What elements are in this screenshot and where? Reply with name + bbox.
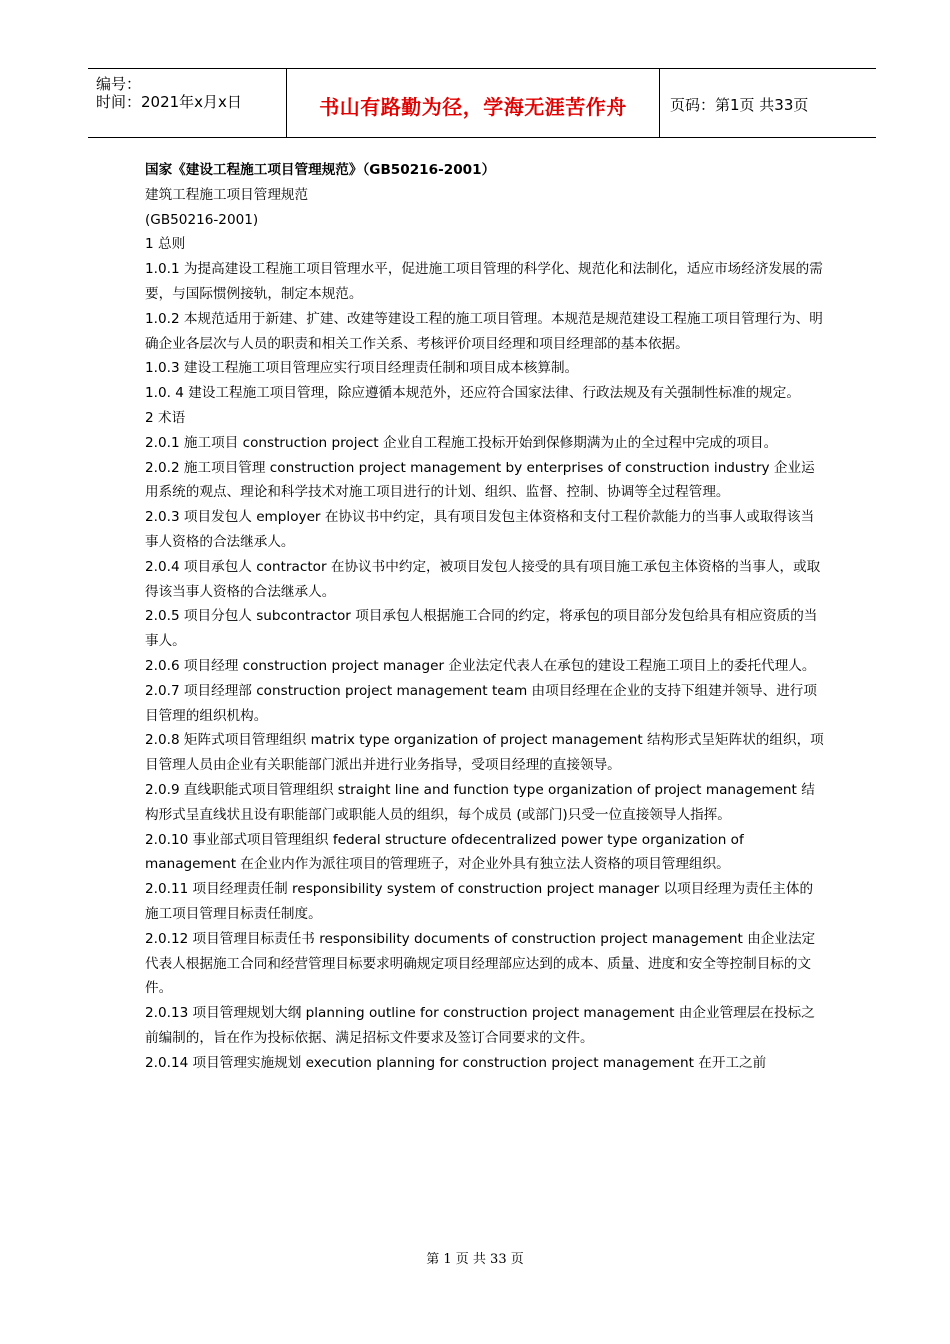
number-label: 编号： — [96, 75, 142, 93]
document-header — [88, 68, 876, 138]
page-footer: 第 1 页 共 33 页 — [426, 1252, 524, 1267]
paragraph: 2.0.8 矩阵式项目管理组织 matrix type organization of project management 结构形式呈矩阵状的组织，项目管理人员由企业有关职能部门派出并进行业务指导，受项目经理的直接领导。 — [145, 732, 824, 774]
paragraph: 2.0.10 事业部式项目管理组织 federal structure ofdecentralized power type organization of management 在企业内作为派往项目的管理班子，对企业外具有独立法人资格的项目管理组织。 — [145, 831, 744, 873]
paragraph: 1.0.3 建设工程施工项目管理应实行项目经理责任制和项目成本核算制。 — [145, 360, 579, 377]
motto-text: 书山有路勤为径，学海无涯苦作舟 — [319, 95, 627, 119]
paragraph: 2.0.3 项目发包人 employer 在协议书中约定，具有项目发包主体资格和支付工程价款能力的当事人或取得该当事人资格的合法继承人。 — [145, 509, 815, 550]
paragraph: 2.0.6 项目经理 construction project manager 企业法定代表人在承包的建设工程施工项目上的委托代理人。 — [145, 657, 816, 674]
section-heading: 2 术语 — [145, 409, 186, 426]
paragraph: 1.0.2 本规范适用于新建、扩建、改建等建设工程的施工项目管理。本规范是规范建设工程施工项目管理行为、明确企业各层次与人员的职责和相关工作关系、考核评价项目经理和项目经理部的基本依据。 — [145, 310, 823, 352]
paragraph: 2.0.13 项目管理规划大纲 planning outline for construction project management 由企业管理层在投标之前编制的，旨在作为投标依据、满足招标文件要求及签订合同要求的文件。 — [145, 1005, 815, 1046]
header-page-cell — [660, 69, 876, 137]
document-title: 国家《建设工程施工项目管理规范》（GB50216-2001） — [145, 162, 496, 178]
paragraph: 2.0.12 项目管理目标责任书 responsibility documents of construction project management 由企业法定代表人根据施工合同和经营管理目标要求明确规定项目经理部应达到的成本、质量、进度和安全等控制目标的文件。 — [145, 930, 816, 997]
header-motto-cell — [287, 69, 660, 137]
paragraph: 2.0.7 项目经理部 construction project management team 由项目经理在企业的支持下组建并领导、进行项目管理的组织机构。 — [145, 682, 817, 724]
paragraph: 1.0.1 为提高建设工程施工项目管理水平，促进施工项目管理的科学化、规范化和法制化，适应市场经济发展的需要，与国际惯例接轨，制定本规范。 — [145, 261, 823, 302]
time-label: 时间：2021年x月x日 — [96, 93, 242, 111]
paragraph: 2.0.14 项目管理实施规划 execution planning for construction project management 在开工之前 — [145, 1054, 767, 1071]
paragraph: 2.0.2 施工项目管理 construction project management by enterprises of construction industry 企业运用系统的观点、理论和科学技术对施工项目进行的计划、组织、监督、控制、协调等全过程管理。 — [145, 459, 815, 501]
paragraph: 2.0.1 施工项目 construction project 企业自工程施工投标开始到保修期满为止的全过程中完成的项目。 — [145, 434, 778, 451]
paragraph: 2.0.5 项目分包人 subcontractor 项目承包人根据施工合同的约定，将承包的项目部分发包给具有相应资质的当事人。 — [145, 608, 818, 650]
paragraph: 2.0.11 项目经理责任制 responsibility system of construction project manager 以项目经理为责任主体的施工项目管理目标责任制度。 — [145, 881, 814, 922]
paragraph: 2.0.9 直线职能式项目管理组织 straight line and function type organization of project management 结构形式呈直线状且设有职能部门或职能人员的组织，每个成员 (或部门)只受一位直接领导人指挥。 — [145, 781, 815, 823]
paragraph: 2.0.4 项目承包人 contractor 在协议书中约定，被项目发包人接受的具有项目施工承包主体资格的当事人，或取得该当事人资格的合法继承人。 — [145, 558, 821, 600]
paragraph: 建筑工程施工项目管理规范 — [145, 186, 309, 203]
page-info: 页码：第1页 共33页 — [670, 96, 809, 114]
paragraph: 1.0. 4 建设工程施工项目管理，除应遵循本规范外，还应符合国家法律、行政法规及有关强制性标准的规定。 — [145, 385, 800, 402]
header-meta-cell — [88, 69, 287, 137]
section-heading: 1 总则 — [145, 236, 186, 253]
paragraph: (GB50216-2001) — [145, 211, 259, 228]
document-body — [145, 158, 825, 1075]
